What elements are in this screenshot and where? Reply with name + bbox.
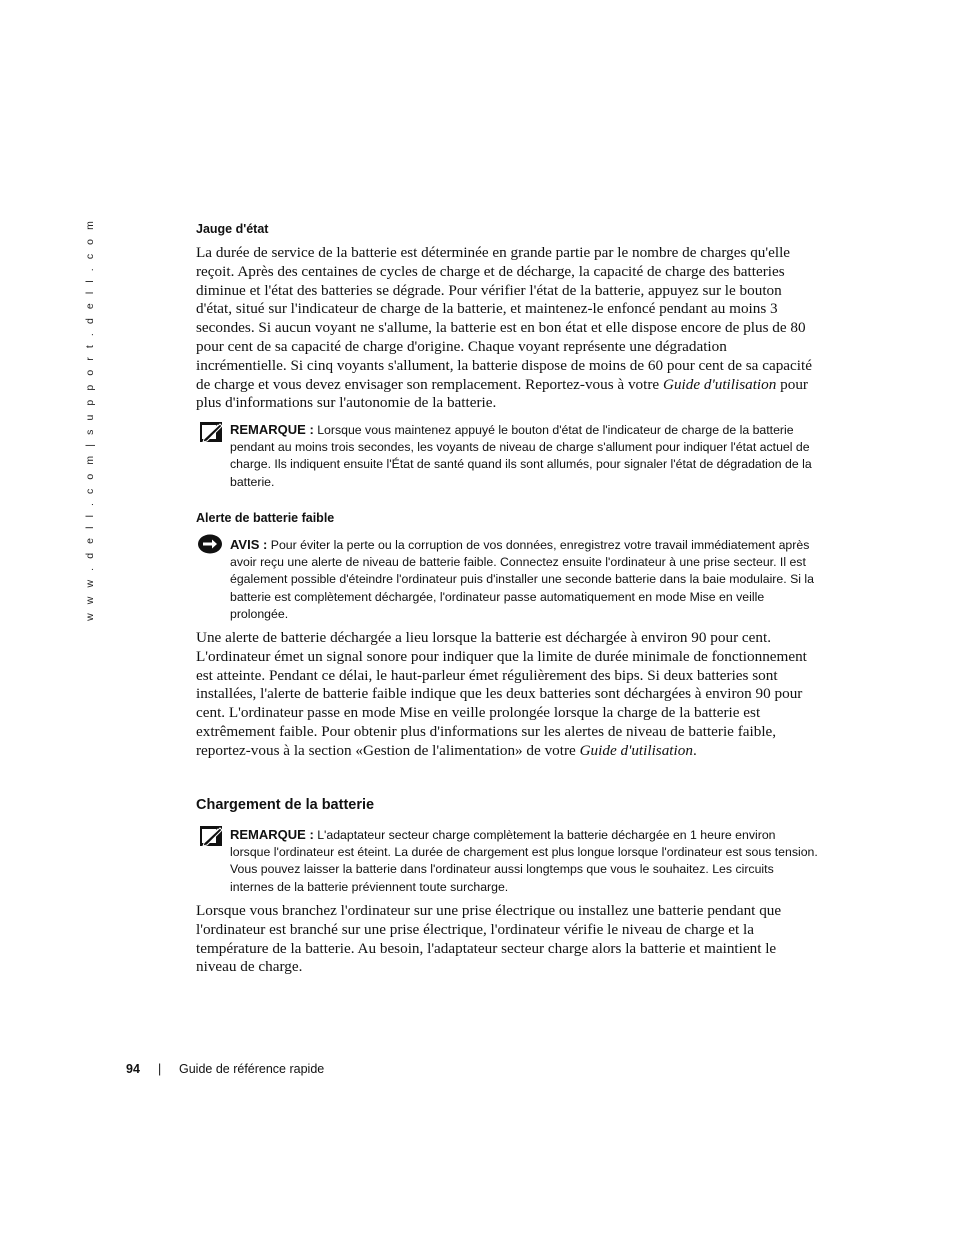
heading-chargement-batterie: Chargement de la batterie (196, 797, 375, 813)
paragraph-text: La durée de service de la batterie est déterminée en grande partie par le nombre de charges qu'elle reçoit. Après des centaines de cycles de charge et de décharge, la capacité de charge des batteries diminue et l'état des batteries se dégrade. Pour vérifier l'état de la batterie, appuyez sur le bouton d'état, situé sur l'indicateur de charge de la batterie, et maintenez-le enfoncé pendant au moins 3 secondes. Si aucun voyant ne s'allume, la batterie est en bon état et elle dispose encore de plus de 80 pour cent de sa capacité de charge d'origine. Chaque voyant représente une dégradation incrémentielle. Si cinq voyants s'allument, la batterie dispose de moins de 60 pour cent de sa capacité de charge et vous devez envisager son remplacement. Reportez-vous à votre (196, 244, 812, 393)
pencil-note-icon (200, 826, 222, 851)
side-url: w w w . d e l l . c o m | s u p p o r t . d e l l . c o m (84, 218, 96, 621)
heading-jauge-etat: Jauge d'état (196, 222, 269, 236)
page-number: 94 (126, 1062, 140, 1076)
heading-alerte-batterie: Alerte de batterie faible (196, 511, 335, 525)
italic-guide-reference: Guide d'utilisation (579, 741, 693, 759)
note-text: L'adaptateur secteur charge complètement la batterie déchargée en 1 heure environ lorsque l'ordinateur est éteint. La durée de chargement est plus longue lorsque l'ordinateur est sous tension. Vous pouvez laisser la batterie dans l'ordinateur aussi longtemps que vous le souhaitez. Les circuits internes de la batterie préviennent toute surcharge. (230, 828, 818, 894)
page-footer (126, 1062, 325, 1076)
arrow-notice-icon (198, 534, 222, 559)
footer-separator: | (158, 1062, 162, 1076)
paragraph-text: Une alerte de batterie déchargée a lieu lorsque la batterie est déchargée à environ 90 pour cent. L'ordinateur émet un signal sonore pour indiquer que la limite de durée minimale de fonctionnement est atteinte. Pendant ce délai, le haut-parleur émet régulièrement des bips. Si deux batteries sont installées, l'alerte de batterie faible indique que les deux batteries sont déchargées à environ 90 pour cent. L'ordinateur passe en mode Mise en veille prolongée lorsque la charge de la batterie est extrêmement faible. Pour obtenir plus d'informations sur les alertes de niveau de batterie faible, reportez-vous à la section «Gestion de l'alimentation» de votre (196, 629, 807, 759)
paragraph-alerte-batterie (196, 629, 814, 761)
paragraph-chargement-batterie: Lorsque vous branchez l'ordinateur sur une prise électrique ou installez une batterie pendant que l'ordinateur est branché sur une prise électrique, l'ordinateur vérifie le niveau de charge et la température de la batterie. Au besoin, l'adaptateur secteur charge alors la batterie et maintient le niveau de charge. (196, 902, 782, 976)
note-label: REMARQUE : (230, 422, 314, 437)
note-text: Lorsque vous maintenez appuyé le bouton d'état de l'indicateur de charge de la batterie pendant au moins trois secondes, les voyants de niveau de charge s'allument pour indiquer l'état actuel de charge. Ils indiquent ensuite l'État de santé quand ils sont allumés, pour signaler l'état de dégradation de la batterie. (230, 423, 812, 489)
paragraph-text-end: . (692, 741, 697, 759)
note-remarque-2 (230, 826, 818, 896)
pencil-note-icon (200, 422, 222, 447)
paragraph-text-end: pour plus d'informations sur l'autonomie de la batterie. (196, 375, 808, 412)
note-label: REMARQUE : (230, 827, 314, 842)
footer-title: Guide de référence rapide (179, 1062, 325, 1076)
notice-text: Pour éviter la perte ou la corruption de vos données, enregistrez votre travail immédiatement après avoir reçu une alerte de niveau de batterie faible. Connectez ensuite l'ordinateur à une prise secteur. Il est également possible d'éteindre l'ordinateur puis d'installer une seconde batterie dans la baie modulaire. Si la batterie est complètement déchargée, l'ordinateur passe automatiquement en mode Mise en veille prolongée. (230, 538, 814, 621)
notice-label: AVIS : (230, 537, 268, 552)
italic-guide-reference: Guide d'utilisation (662, 375, 777, 393)
paragraph-jauge-etat (196, 244, 814, 413)
notice-avis (230, 536, 818, 623)
note-remarque-1 (230, 421, 818, 491)
